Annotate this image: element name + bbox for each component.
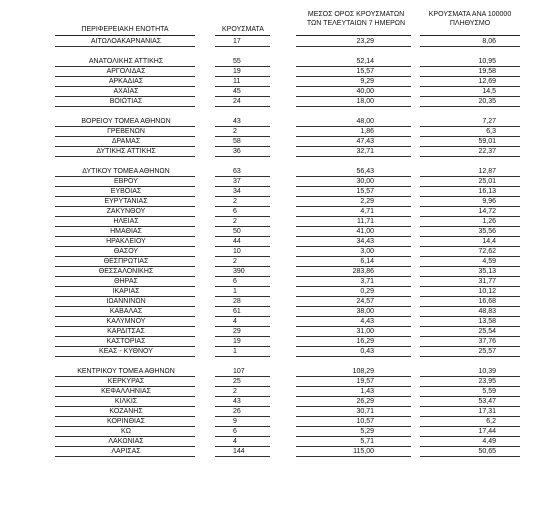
seven-day-average: 11,71 — [357, 218, 374, 225]
table-row — [0, 87, 538, 97]
table-row — [0, 207, 538, 217]
seven-day-average: 32,71 — [356, 148, 374, 155]
cases-value: 34 — [233, 188, 241, 195]
cases-per-100k: 9,96 — [482, 198, 496, 205]
cases-per-100k: 25,57 — [478, 348, 496, 355]
rule-segment — [296, 456, 411, 457]
table-row — [0, 407, 538, 417]
region-name: ΚΑΣΤΟΡΙΑΣ — [106, 338, 146, 345]
header-per-100k-line1: ΚΡΟΥΣΜΑΤΑ ΑΝΑ 100000 — [428, 11, 512, 18]
cases-value: 11 — [233, 78, 241, 85]
rule-segment — [420, 156, 520, 157]
region-name: ΑΧΑΪΑΣ — [113, 88, 139, 95]
seven-day-average: 30,71 — [356, 408, 374, 415]
seven-day-average: 56,43 — [356, 168, 374, 175]
cases-per-100k: 13,58 — [478, 318, 496, 325]
rule-segment — [420, 356, 520, 357]
table-row — [0, 367, 538, 377]
cases-value: 17 — [233, 38, 241, 45]
table-row — [0, 97, 538, 107]
region-name: ΗΛΕΙΑΣ — [113, 218, 139, 225]
table-row — [0, 437, 538, 447]
cases-value: 2 — [233, 198, 237, 205]
region-name: ΚΩ — [121, 428, 131, 435]
region-name: ΛΑΡΙΣΑΣ — [111, 448, 141, 455]
table-row — [0, 397, 538, 407]
seven-day-average: 40,00 — [356, 88, 374, 95]
row-rule — [0, 106, 538, 107]
table-row — [0, 387, 538, 397]
rule-segment — [215, 156, 270, 157]
cases-per-100k: 12,69 — [478, 78, 496, 85]
cases-per-100k: 48,83 — [478, 308, 496, 315]
rule-segment — [55, 156, 195, 157]
cases-value: 24 — [233, 98, 241, 105]
table-row — [0, 177, 538, 187]
cases-value: 55 — [233, 58, 241, 65]
region-name: ΗΡΑΚΛΕΙΟΥ — [106, 238, 146, 245]
region-name: ΔΥΤΙΚΟΥ ΤΟΜΕΑ ΑΘΗΝΩΝ — [82, 168, 170, 175]
seven-day-average: 283,86 — [352, 268, 374, 275]
region-name: ΘΑΣΟΥ — [113, 248, 139, 255]
region-name: ΚΕΝΤΡΙΚΟΥ ΤΟΜΕΑ ΑΘΗΝΩΝ — [77, 368, 175, 375]
cases-per-100k: 14,5 — [482, 88, 496, 95]
table-row — [0, 137, 538, 147]
rule-segment — [296, 356, 411, 357]
region-name: ΑΡΓΟΛΙΔΑΣ — [106, 68, 146, 75]
region-name: ΘΕΣΣΑΛΟΝΙΚΗΣ — [98, 268, 154, 275]
cases-per-100k: 6,2 — [486, 418, 496, 425]
cases-per-100k: 50,65 — [478, 448, 496, 455]
seven-day-average: 31,00 — [356, 328, 374, 335]
cases-per-100k: 12,87 — [478, 168, 496, 175]
cases-per-100k: 5,59 — [482, 388, 496, 395]
seven-day-average: 41,00 — [356, 228, 374, 235]
table-row — [0, 217, 538, 227]
table-row — [0, 237, 538, 247]
cases-value: 10 — [233, 248, 241, 255]
region-name: ΕΒΡΟΥ — [114, 178, 138, 185]
region-name: ΚΑΛΥΜΝΟΥ — [106, 318, 146, 325]
seven-day-average: 2,29 — [360, 198, 374, 205]
cases-per-100k: 16,13 — [478, 188, 496, 195]
rule-segment — [55, 106, 195, 107]
cases-value: 19 — [233, 68, 241, 75]
rule-segment — [296, 46, 411, 47]
header-rule-region — [55, 35, 195, 36]
cases-value: 19 — [233, 338, 241, 345]
table-row — [0, 167, 538, 177]
region-name: ΑΙΤΩΛΟΑΚΑΡΝΑΝΙΑΣ — [90, 38, 162, 45]
cases-value: 6 — [233, 428, 237, 435]
cases-value: 29 — [233, 328, 241, 335]
cases-value: 28 — [233, 298, 241, 305]
region-name: ΛΑΚΩΝΙΑΣ — [108, 438, 144, 445]
cases-value: 1 — [233, 348, 237, 355]
table-row — [0, 147, 538, 157]
seven-day-average: 3,71 — [360, 278, 374, 285]
row-rule — [0, 156, 538, 157]
cases-per-100k: 14,4 — [482, 238, 496, 245]
seven-day-average: 30,00 — [356, 178, 374, 185]
table-row — [0, 337, 538, 347]
region-name: ΑΡΚΑΔΙΑΣ — [108, 78, 144, 85]
cases-per-100k: 17,44 — [478, 428, 496, 435]
region-name: ΚΟΡΙΝΘΙΑΣ — [107, 418, 145, 425]
cases-value: 43 — [233, 118, 241, 125]
rule-segment — [420, 106, 520, 107]
seven-day-average: 38,00 — [356, 308, 374, 315]
seven-day-average: 23,29 — [356, 38, 374, 45]
table-row — [0, 197, 538, 207]
cases-value: 44 — [233, 238, 241, 245]
table-row — [0, 57, 538, 67]
cases-value: 2 — [233, 388, 237, 395]
table-row — [0, 377, 538, 387]
cases-value: 25 — [233, 378, 241, 385]
cases-value: 2 — [233, 258, 237, 265]
table-row — [0, 427, 538, 437]
cases-per-100k: 31,77 — [478, 278, 496, 285]
cases-value: 2 — [233, 128, 237, 135]
cases-value: 6 — [233, 278, 237, 285]
rule-segment — [215, 456, 270, 457]
cases-value: 390 — [233, 268, 245, 275]
table-row — [0, 77, 538, 87]
cases-value: 4 — [233, 318, 237, 325]
header-average-line2: ΤΩΝ ΤΕΛΕΥΤΑΙΩΝ 7 ΗΜΕΡΩΝ — [306, 20, 406, 27]
seven-day-average: 52,14 — [356, 58, 374, 65]
seven-day-average: 26,29 — [356, 398, 374, 405]
region-name: ΚΕΦΑΛΛΗΝΙΑΣ — [101, 388, 151, 395]
region-name: ΒΟΙΩΤΙΑΣ — [109, 98, 143, 105]
seven-day-average: 15,57 — [356, 188, 374, 195]
table-row — [0, 307, 538, 317]
cases-per-100k: 1,26 — [482, 218, 496, 225]
cases-per-100k: 23,95 — [478, 378, 496, 385]
header-average — [296, 10, 416, 28]
seven-day-average: 24,57 — [356, 298, 374, 305]
cases-per-100k: 53,47 — [478, 398, 496, 405]
seven-day-average: 1,86 — [360, 128, 374, 135]
seven-day-average: 15,57 — [356, 68, 374, 75]
region-name: ΕΥΡΥΤΑΝΙΑΣ — [104, 198, 148, 205]
region-name: ΗΜΑΘΙΑΣ — [110, 228, 142, 235]
table-row — [0, 187, 538, 197]
header-rule-cases — [215, 35, 270, 36]
cases-per-100k: 35,13 — [478, 268, 496, 275]
region-name: ΒΟΡΕΙΟΥ ΤΟΜΕΑ ΑΘΗΝΩΝ — [81, 118, 171, 125]
cases-per-100k: 14,72 — [478, 208, 496, 215]
table-row — [0, 67, 538, 77]
region-name: ΚΕΡΚΥΡΑΣ — [107, 378, 145, 385]
region-name: ΑΝΑΤΟΛΙΚΗΣ ΑΤΤΙΚΗΣ — [88, 58, 164, 65]
seven-day-average: 5,71 — [360, 438, 374, 445]
header-cases: ΚΡΟΥΣΜΑΤΑ — [222, 26, 264, 33]
row-rule — [0, 46, 538, 47]
seven-day-average: 4,71 — [360, 208, 374, 215]
region-name: ΙΚΑΡΙΑΣ — [112, 288, 140, 295]
header-per-100k — [420, 10, 520, 28]
cases-per-100k: 8,06 — [482, 38, 496, 45]
seven-day-average: 9,29 — [360, 78, 374, 85]
region-name: ΚΟΖΑΝΗΣ — [109, 408, 143, 415]
header-average-line1: ΜΕΣΟΣ ΟΡΟΣ ΚΡΟΥΣΜΑΤΩΝ — [307, 11, 405, 18]
table-row — [0, 247, 538, 257]
region-name: ΔΥΤΙΚΗΣ ΑΤΤΙΚΗΣ — [96, 148, 156, 155]
cases-per-100k: 4,59 — [482, 258, 496, 265]
seven-day-average: 48,00 — [356, 118, 374, 125]
rule-segment — [215, 46, 270, 47]
table-row — [0, 267, 538, 277]
seven-day-average: 19,57 — [356, 378, 374, 385]
row-rule — [0, 456, 538, 457]
seven-day-average: 108,29 — [352, 368, 374, 375]
table-row — [0, 37, 538, 47]
region-name: ΚΕΑΣ - ΚΥΘΝΟΥ — [99, 348, 153, 355]
cases-per-100k: 25,54 — [478, 328, 496, 335]
header-per-100k-line2: ΠΛΗΘΥΣΜΟ — [449, 20, 491, 27]
cases-per-100k: 59,01 — [478, 138, 496, 145]
rule-segment — [420, 46, 520, 47]
rule-segment — [296, 106, 411, 107]
seven-day-average: 0,43 — [360, 348, 374, 355]
region-name: ΚΙΛΚΙΣ — [114, 398, 138, 405]
cases-per-100k: 7,27 — [482, 118, 496, 125]
cases-per-100k: 6,3 — [486, 128, 496, 135]
cases-value: 63 — [233, 168, 241, 175]
seven-day-average: 10,57 — [356, 418, 374, 425]
region-name: ΔΡΑΜΑΣ — [111, 138, 141, 145]
header-rule-average — [296, 35, 411, 36]
cases-value: 43 — [233, 398, 241, 405]
region-name: ΘΕΣΠΡΩΤΙΑΣ — [103, 258, 149, 265]
region-name: ΘΗΡΑΣ — [114, 278, 138, 285]
table-row — [0, 277, 538, 287]
cases-per-100k: 72,62 — [478, 248, 496, 255]
cases-value: 37 — [233, 178, 241, 185]
rule-segment — [420, 456, 520, 457]
table-row — [0, 447, 538, 457]
cases-value: 50 — [233, 228, 241, 235]
cases-value: 6 — [233, 208, 237, 215]
cases-value: 9 — [233, 418, 237, 425]
header-rule-per-100k — [420, 35, 520, 36]
cases-value: 61 — [233, 308, 241, 315]
cases-per-100k: 10,12 — [478, 288, 496, 295]
cases-value: 36 — [233, 148, 241, 155]
regions-table — [0, 37, 538, 457]
seven-day-average: 34,43 — [356, 238, 374, 245]
cases-per-100k: 35,56 — [478, 228, 496, 235]
cases-per-100k: 16,68 — [478, 298, 496, 305]
rule-segment — [296, 156, 411, 157]
table-row — [0, 287, 538, 297]
rule-segment — [55, 456, 195, 457]
seven-day-average: 4,43 — [360, 318, 374, 325]
row-rule — [0, 356, 538, 357]
seven-day-average: 18,00 — [356, 98, 374, 105]
cases-value: 26 — [233, 408, 241, 415]
seven-day-average: 1,43 — [360, 388, 374, 395]
seven-day-average: 0,29 — [360, 288, 374, 295]
cases-per-100k: 37,76 — [478, 338, 496, 345]
header-region: ΠΕΡΙΦΕΡΕΙΑΚΗ ΕΝΟΤΗΤΑ — [81, 26, 169, 33]
cases-per-100k: 22,37 — [478, 148, 496, 155]
table-row — [0, 317, 538, 327]
cases-value: 1 — [233, 288, 237, 295]
region-name: ΖΑΚΥΝΘΟΥ — [106, 208, 146, 215]
cases-per-100k: 20,35 — [478, 98, 496, 105]
cases-value: 4 — [233, 438, 237, 445]
seven-day-average: 16,29 — [356, 338, 374, 345]
region-name: ΙΩΑΝΝΙΝΩΝ — [106, 298, 146, 305]
table-row — [0, 347, 538, 357]
region-name: ΕΥΒΟΙΑΣ — [110, 188, 142, 195]
seven-day-average: 115,00 — [353, 448, 374, 455]
rule-segment — [215, 106, 270, 107]
table-row — [0, 297, 538, 307]
region-name: ΓΡΕΒΕΝΩΝ — [107, 128, 145, 135]
cases-value: 45 — [233, 88, 241, 95]
seven-day-average: 47,43 — [356, 138, 374, 145]
cases-per-100k: 19,58 — [478, 68, 496, 75]
cases-value: 2 — [233, 218, 237, 225]
cases-per-100k: 10,39 — [478, 368, 496, 375]
region-name: ΚΑΒΑΛΑΣ — [109, 308, 143, 315]
cases-per-100k: 10,95 — [478, 58, 496, 65]
cases-per-100k: 17,31 — [478, 408, 496, 415]
cases-per-100k: 4,49 — [482, 438, 496, 445]
table-row — [0, 327, 538, 337]
cases-value: 144 — [233, 448, 245, 455]
region-name: ΚΑΡΔΙΤΣΑΣ — [107, 328, 145, 335]
rule-segment — [215, 356, 270, 357]
table-row — [0, 227, 538, 237]
rule-segment — [55, 356, 195, 357]
table-row — [0, 257, 538, 267]
seven-day-average: 5,29 — [360, 428, 374, 435]
cases-per-100k: 25,01 — [478, 178, 496, 185]
seven-day-average: 3,00 — [360, 248, 374, 255]
rule-segment — [55, 46, 195, 47]
cases-value: 107 — [233, 368, 245, 375]
cases-value: 58 — [233, 138, 241, 145]
table-row — [0, 417, 538, 427]
seven-day-average: 6,14 — [360, 258, 374, 265]
table-row — [0, 117, 538, 127]
table-row — [0, 127, 538, 137]
